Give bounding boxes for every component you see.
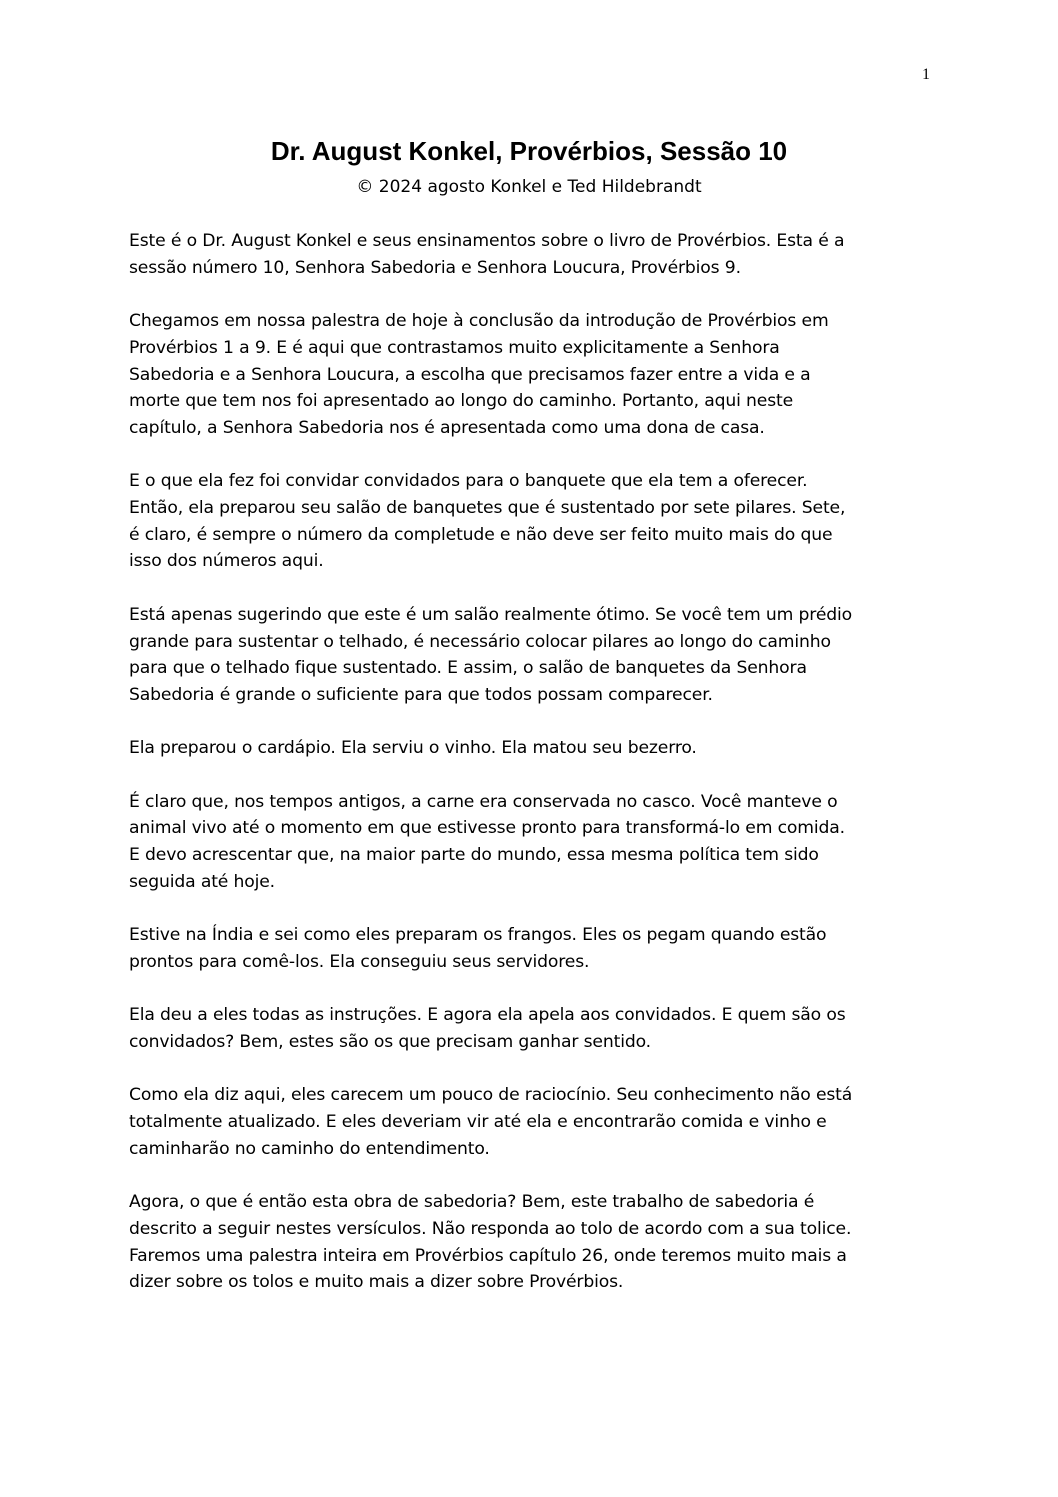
text-line: Então, ela preparou seu salão de banquetes que é sustentado por sete pilares. Sete, [129, 498, 846, 518]
text-line: é claro, é sempre o número da completude e não deve ser feito muito mais do que [129, 524, 833, 545]
text-line: prontos para comê-los. Ela conseguiu seus servidores. [129, 951, 590, 972]
text-line: Sabedoria e a Senhora Loucura, a escolha que precisamos fazer entre a vida e a [129, 364, 811, 385]
text-line: para que o telhado fique sustentado. E assim, o salão de banquetes da Senhora [129, 658, 807, 679]
text-line: dizer sobre os tolos e muito mais a dizer sobre Provérbios. [129, 1272, 624, 1293]
text-line: seguida até hoje. [129, 871, 275, 892]
document-title: Dr. August Konkel, Provérbios, Sessão 10 [270, 136, 788, 166]
text-line: Este é o Dr. August Konkel e seus ensinamentos sobre o livro de Provérbios. Esta é a [129, 231, 845, 251]
text-line: Sabedoria é grande o suficiente para que todos possam comparecer. [129, 684, 713, 705]
text-line: descrito a seguir nestes versículos. Não responda ao tolo de acordo com a sua tolice. [129, 1218, 852, 1239]
text-line: Como ela diz aqui, eles carecem um pouco de raciocínio. Seu conhecimento não está [129, 1085, 853, 1106]
text-line: convidados? Bem, estes são os que precisam ganhar sentido. [129, 1031, 651, 1052]
paragraph [129, 789, 929, 896]
text-line: E devo acrescentar que, na maior parte do mundo, essa mesma política tem sido [129, 845, 819, 866]
text-line: Está apenas sugerindo que este é um salão realmente ótimo. Se você tem um prédio [129, 604, 853, 625]
text-line: morte que tem nos foi apresentado ao longo do caminho. Portanto, aqui neste [129, 391, 794, 412]
copyright-line: © 2024 agosto Konkel e Ted Hildebrandt [356, 177, 702, 197]
paragraph [129, 922, 929, 975]
text-line: Estive na Índia e sei como eles preparam os frangos. Eles os pegam quando estão [129, 925, 827, 946]
text-line: isso dos números aqui. [129, 551, 324, 572]
page-number: 1 [922, 66, 930, 83]
paragraph [129, 308, 929, 442]
text-line: totalmente atualizado. E eles deveriam vir até ela e encontrarão comida e vinho e [129, 1112, 827, 1133]
text-line: É claro que, nos tempos antigos, a carne era conservada no casco. Você manteve o [129, 791, 838, 812]
text-line: Chegamos em nossa palestra de hoje à conclusão da introdução de Provérbios em [129, 311, 829, 332]
text-line: Ela deu a eles todas as instruções. E agora ela apela aos convidados. E quem são os [129, 1005, 846, 1026]
paragraph [129, 602, 929, 709]
text-line: Ela preparou o cardápio. Ela serviu o vinho. Ela matou seu bezerro. [129, 738, 697, 759]
paragraph [129, 468, 929, 575]
text-line: Provérbios 1 a 9. E é aqui que contrastamos muito explicitamente a Senhora [129, 337, 780, 358]
text-line: Faremos uma palestra inteira em Provérbios capítulo 26, onde teremos muito mais a [129, 1245, 847, 1266]
text-line: animal vivo até o momento em que estivesse pronto para transformá-lo em comida. [129, 818, 845, 839]
text-line: grande para sustentar o telhado, é necessário colocar pilares ao longo do caminho [129, 631, 831, 652]
paragraph [129, 228, 929, 281]
text-line: sessão número 10, Senhora Sabedoria e Senhora Loucura, Provérbios 9. [129, 257, 741, 278]
paragraph [129, 1002, 929, 1055]
text-line: capítulo, a Senhora Sabedoria nos é apresentada como uma dona de casa. [129, 417, 765, 438]
text-line: caminharão no caminho do entendimento. [129, 1138, 490, 1159]
paragraph [129, 1082, 929, 1162]
document-body [129, 228, 929, 1323]
text-line: E o que ela fez foi convidar convidados para o banquete que ela tem a oferecer. [129, 471, 808, 492]
text-line: Agora, o que é então esta obra de sabedoria? Bem, este trabalho de sabedoria é [129, 1192, 815, 1213]
paragraph [129, 1189, 929, 1296]
paragraph [129, 735, 929, 762]
